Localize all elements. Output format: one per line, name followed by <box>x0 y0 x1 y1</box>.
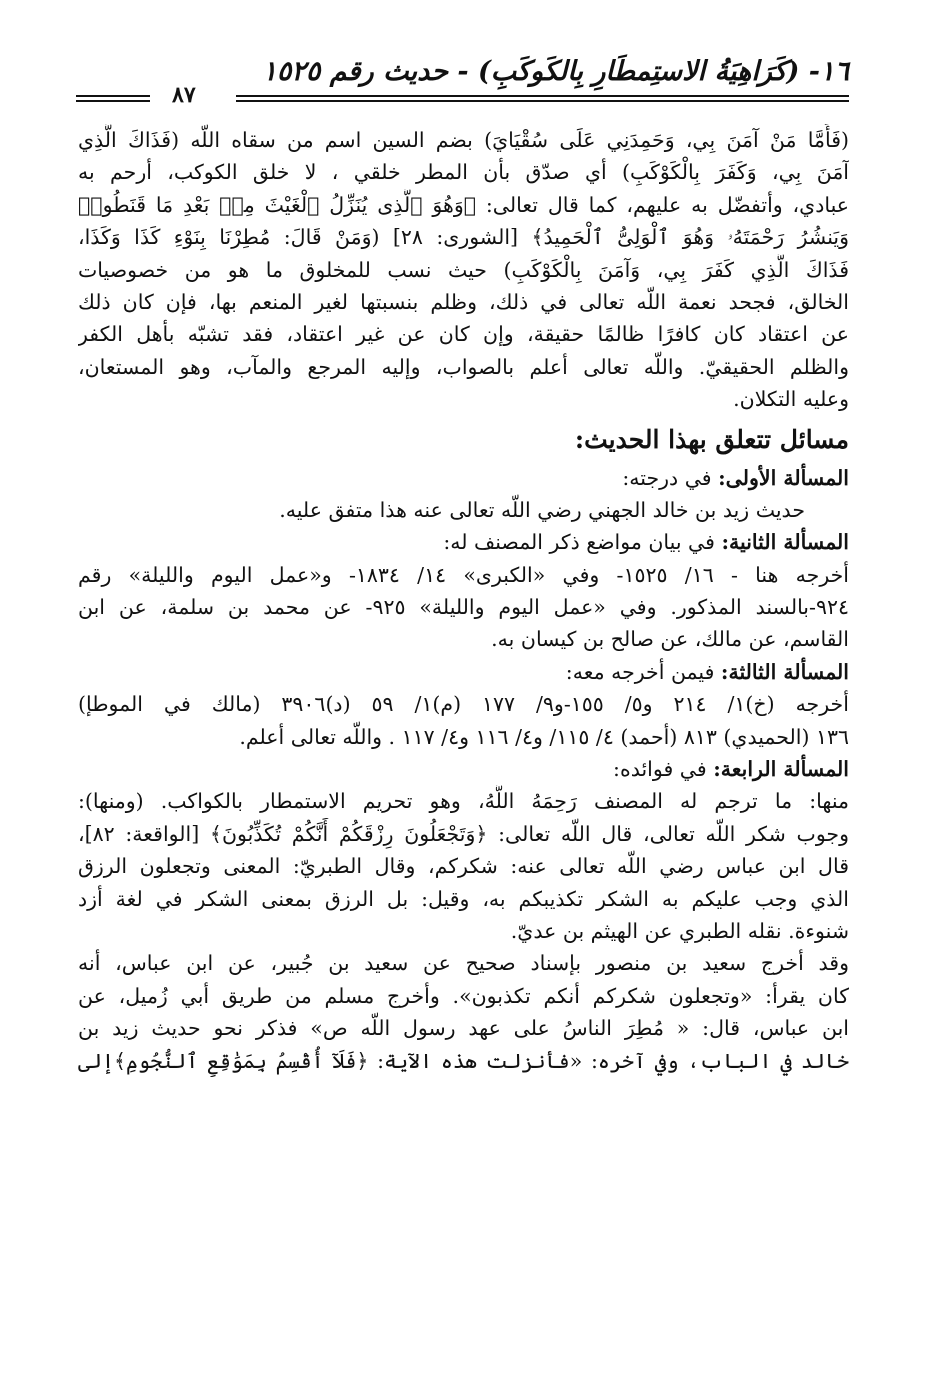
header-rule-left <box>76 95 150 102</box>
masala-label: المسألة الثالثة: <box>720 659 849 684</box>
masala-title: في بيان مواضع ذكر المصنف له: <box>443 530 715 555</box>
page-body <box>78 124 849 1077</box>
text-line: وجوب شكر اللّه تعالى، قال اللّه تعالى: ﴿وَتَجْعَلُونَ رِزْقَكُمْ أَنَّكُمْ تُكَذِّبُونَ﴾ [الواقعة: ٨٢]، <box>78 821 849 846</box>
paragraph-final <box>78 947 849 1077</box>
text-line: أخرجه هنا - ١٦/ ١٥٢٥- وفي «الكبرى» ١٤/ ١٨٣٤- و«عمل اليوم والليلة» رقم <box>78 562 849 587</box>
text-line: وقد أخرج سعيد بن منصور بإسناد صحيح عن سعيد بن جُبير، عن ابن عباس، أنه <box>78 951 849 976</box>
text-line: عن اعتقاد كان كافرًا ظالمًا حقيقة، وإن كان عن غير اعتقاد، فقد تشبّه بأهل الكفر <box>78 322 849 347</box>
page-number: ٨٧ <box>172 82 196 108</box>
masala-4 <box>78 753 849 947</box>
text-line: (فَأَمَّا مَنْ آمَنَ بِي، وَحَمِدَنِي عَلَى سُقْيَايَ) بضم السين اسم من سقاه اللّه (فَذَاكَ الَّذِي <box>78 128 849 152</box>
masala-heading-line <box>78 753 849 785</box>
text-line: منها: ما ترجم له المصنف رَحِمَهُ اللَّهُ، وهو تحريم الاستمطار بالكواكب. (ومنها): <box>78 789 849 814</box>
text-line: ١٣٦ (الحميدي) ٨١٣ (أحمد) ٤/ ١١٥/ و٤/ ١١٦ و٤/ ١١٧ . واللّه تعالى أعلم. <box>239 724 849 749</box>
paragraph-main <box>78 124 849 416</box>
text-line: وَيَنشُرُ رَحْمَتَهُۥ وَهُوَ ٱلْوَلِىُّ ٱلْحَمِيدُ﴾ [الشورى: ٢٨] (وَمَنْ قَالَ: مُطِرْنَا بِنَوْءِ كَذَا وَكَذَا، <box>78 225 849 250</box>
text-line: حديث زيد بن خالد الجهني رضي اللّه تعالى عنه هذا متفق عليه. <box>279 497 805 522</box>
page-header <box>78 52 849 108</box>
text-line: ابن عباس، قال: « مُطِرَ الناسُ على عهد رسول اللّه ص» فذكر نحو حديث زيد بن <box>78 1016 849 1041</box>
running-title: ١٦- (كَرَاهِيَةُ الاستِمطَارِ بِالكَوكَبِ) - حديث رقم ١٥٢٥ <box>262 56 849 87</box>
masala-label: المسألة الأولى: <box>718 465 849 490</box>
text-line: عبادي، وأتفضّل به عليهم، كما قال تعالى: ﴿وَهُوَ ٱلَّذِى يُنَزِّلُ ٱلْغَيْثَ مِنۢ بَعْدِ مَا قَنَطُوا۟ <box>78 192 849 217</box>
text-line: قال ابن عباس رضي اللّه تعالى عنه: شكركم، وقال الطبريّ: المعنى وتجعلون الرزق <box>78 854 849 879</box>
text-line: خالد في الباب، وفي آخره: «فأنزلت هذه الآية: ﴿فَلَآ أُقْسِمُ بِمَوَٰقِعِ ٱلنُّجُومِ﴾إلى <box>78 1048 849 1073</box>
text-line: كان يقرأ: «وتجعلون شكركم أنكم تكذبون». وأخرج مسلم من طريق أبي زُميل، عن <box>78 983 849 1008</box>
masala-heading-line <box>78 656 849 688</box>
masala-title: في درجته: <box>622 465 712 490</box>
masala-3 <box>78 656 849 753</box>
text-line: شنوءة. نقله الطبري عن الهيثم بن عديّ. <box>510 918 849 943</box>
masala-1 <box>78 462 849 527</box>
masala-label: المسألة الرابعة: <box>713 757 849 782</box>
masala-2 <box>78 526 849 656</box>
text-line: ٩٢٤-بالسند المذكور. وفي «عمل اليوم والليلة» ٩٢٥- عن محمد بن سلمة، عن ابن <box>78 595 849 620</box>
section-heading: مسائل تتعلق بهذا الحديث: <box>574 424 849 454</box>
text-line: آمَنَ بِي، وَكَفَرَ بِالْكَوْكَبِ) أي صدّق بأن المطر خلقي ، لا خلق الكوكب، أرحم به <box>78 160 849 185</box>
masala-heading-line <box>78 462 849 494</box>
text-line: الذي وجب عليكم به الشكر تكذيبكم به، وقيل: بل الرزق بمعنى الشكر في لغة أزد <box>78 886 849 911</box>
masala-heading-line <box>78 526 849 558</box>
text-line: القاسم، عن مالك، عن صالح بن كيسان به. <box>491 627 849 652</box>
text-line: وعليه التكلان. <box>733 387 849 412</box>
masala-title: في فوائده: <box>613 757 707 782</box>
text-line: والظلم الحقيقيّ. واللّه تعالى أعلم بالصواب، وإليه المرجع والمآب، وهو المستعان، <box>78 354 849 379</box>
text-line: أخرجه (خ)١/ ٢١٤ و٥/ ١٥٥-و٩/ ١٧٧ (م)١/ ٥٩ (د)٣٩٠٦ (مالك في الموطإ) <box>78 692 849 717</box>
text-line: فَذَاكَ الَّذِي كَفَرَ بِي، وَآمَنَ بِالْكَوْكَبِ) حيث نسب للمخلوق ما هو من خصوصيات <box>78 257 849 282</box>
header-rule <box>76 82 849 108</box>
text-line: الخالق، فجحد نعمة اللّه تعالى في ذلك، وظلم بنسبتها لغير المنعم بها، فإن كان ذلك <box>78 289 849 314</box>
masala-title: فيمن أخرجه معه: <box>565 659 715 684</box>
header-rule-right <box>236 95 849 102</box>
masala-label: المسألة الثانية: <box>721 530 849 555</box>
